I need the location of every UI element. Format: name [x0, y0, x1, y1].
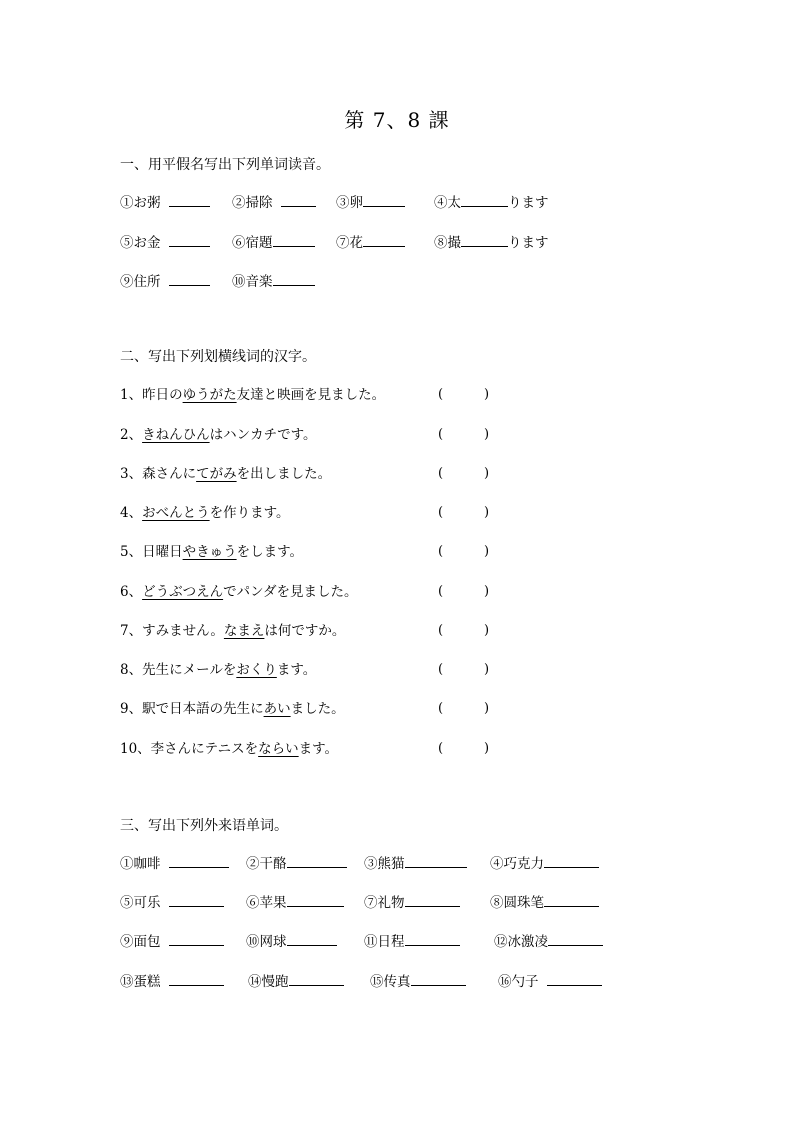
loanword-item: ②干酪	[246, 853, 347, 874]
loanword-item: ⑭慢跑	[248, 971, 344, 992]
answer-paren-open: (	[438, 701, 444, 716]
underlined-word: ならい	[258, 741, 299, 757]
underlined-word: きねんひん	[142, 427, 210, 443]
section1-row-2	[120, 232, 680, 254]
answer-blank[interactable]	[273, 271, 315, 286]
underlined-word: ゆうがた	[182, 387, 237, 403]
answer-blank[interactable]	[363, 232, 405, 247]
answer-paren-close: )	[484, 741, 490, 756]
question-row	[120, 621, 580, 643]
loanword-item: ⑧圆珠笔	[490, 892, 599, 913]
answer-blank[interactable]	[281, 192, 316, 207]
answer-paren-open: (	[438, 505, 444, 520]
loanword-item: ⑤可乐	[120, 892, 224, 913]
question-row	[120, 660, 580, 682]
reading-item: ②掃除	[232, 192, 316, 213]
answer-paren-close: )	[484, 662, 490, 677]
answer-blank[interactable]	[169, 232, 210, 247]
question-text: 8、先生にメールをおくります。	[120, 662, 317, 678]
loanword-item: ⑪日程	[364, 931, 460, 952]
loanword-item: ④巧克力	[490, 853, 599, 874]
answer-blank[interactable]	[363, 192, 405, 207]
answer-paren-close: )	[484, 466, 490, 481]
question-row	[120, 542, 580, 564]
answer-blank[interactable]	[544, 892, 599, 907]
answer-blank[interactable]	[287, 853, 347, 868]
question-text: 10、李さんにテニスをならいます。	[120, 741, 339, 757]
answer-blank[interactable]	[169, 892, 224, 907]
answer-paren-close: )	[484, 505, 490, 520]
answer-blank[interactable]	[411, 971, 466, 986]
answer-blank[interactable]	[461, 232, 508, 247]
loanword-item: ⑬蛋糕	[120, 971, 224, 992]
answer-blank[interactable]	[169, 971, 224, 986]
question-text: 7、すみません。なまえは何ですか。	[120, 623, 346, 639]
answer-paren-open: (	[438, 741, 444, 756]
answer-blank[interactable]	[405, 892, 460, 907]
question-row	[120, 582, 580, 604]
answer-paren-close: )	[484, 544, 490, 559]
reading-item: ③卵	[336, 192, 405, 213]
reading-item: ④太 ります	[434, 192, 549, 213]
section1-heading: 一、用平假名写出下列单词读音。	[120, 157, 330, 173]
answer-blank[interactable]	[169, 192, 210, 207]
underlined-word: どうぶつえん	[142, 584, 224, 600]
answer-blank[interactable]	[273, 232, 315, 247]
section3-row	[120, 931, 680, 953]
question-row	[120, 425, 580, 447]
section3-heading: 三、写出下列外来语单词。	[120, 818, 288, 834]
loanword-item: ⑨面包	[120, 931, 224, 952]
question-text: 1、昨日のゆうがた友達と映画を見ました。	[120, 387, 386, 403]
reading-item: ①お粥	[120, 192, 210, 213]
underlined-word: なまえ	[223, 623, 265, 639]
answer-paren-close: )	[484, 623, 490, 638]
loanword-item: ⑦礼物	[364, 892, 460, 913]
reading-item: ⑦花	[336, 232, 405, 253]
reading-item: ⑤お金	[120, 232, 210, 253]
question-text: 2、きねんひんはハンカチです。	[120, 427, 317, 443]
answer-paren-open: (	[438, 466, 444, 481]
underlined-word: やきゅう	[182, 544, 237, 560]
question-row	[120, 385, 580, 407]
answer-paren-open: (	[438, 544, 444, 559]
answer-blank[interactable]	[169, 271, 210, 286]
underlined-word: おくり	[236, 662, 277, 678]
loanword-item: ⑥苹果	[246, 892, 344, 913]
question-row	[120, 464, 580, 486]
answer-paren-close: )	[484, 387, 490, 402]
answer-paren-open: (	[438, 662, 444, 677]
reading-item: ⑥宿題	[232, 232, 315, 253]
answer-paren-open: (	[438, 387, 444, 402]
question-text: 4、おべんとうを作ります。	[120, 505, 290, 521]
loanword-item: ⑩网球	[246, 931, 337, 952]
reading-item: ⑨住所	[120, 271, 210, 292]
loanword-item: ⑮传真	[370, 971, 466, 992]
answer-blank[interactable]	[289, 971, 344, 986]
question-text: 3、森さんにてがみを出しました。	[120, 466, 332, 482]
answer-blank[interactable]	[548, 931, 603, 946]
question-row	[120, 503, 580, 525]
answer-blank[interactable]	[405, 853, 467, 868]
section1-row-1	[120, 192, 680, 214]
section3-row	[120, 971, 680, 993]
reading-item: ⑧撮 ります	[434, 232, 549, 253]
section3-row	[120, 892, 680, 914]
answer-paren-close: )	[484, 427, 490, 442]
answer-paren-open: (	[438, 584, 444, 599]
answer-paren-close: )	[484, 701, 490, 716]
loanword-item: ⑫冰激凌	[494, 931, 603, 952]
underlined-word: あい	[263, 701, 291, 717]
answer-blank[interactable]	[287, 892, 344, 907]
section3-row	[120, 853, 680, 875]
loanword-item: ⑯勺子	[498, 971, 602, 992]
loanword-item: ①咖啡	[120, 853, 229, 874]
answer-blank[interactable]	[287, 931, 337, 946]
answer-blank[interactable]	[544, 853, 599, 868]
reading-item: ⑩音楽	[232, 271, 315, 292]
question-row	[120, 739, 580, 761]
answer-blank[interactable]	[405, 931, 460, 946]
section2-heading: 二、写出下列划横线词的汉字。	[120, 349, 316, 365]
loanword-item: ③熊猫	[364, 853, 467, 874]
section1-row-3	[120, 271, 680, 293]
page-title: 第 7、8 課	[344, 108, 450, 132]
question-text: 5、日曜日やきゅうをします。	[120, 544, 304, 560]
answer-blank[interactable]	[547, 971, 602, 986]
question-row	[120, 699, 580, 721]
answer-paren-open: (	[438, 427, 444, 442]
question-text: 9、駅で日本語の先生にあいました。	[120, 701, 345, 717]
answer-blank[interactable]	[169, 931, 224, 946]
answer-blank[interactable]	[461, 192, 508, 207]
answer-blank[interactable]	[169, 853, 229, 868]
answer-paren-close: )	[484, 584, 490, 599]
question-text: 6、どうぶつえんでパンダを見ました。	[120, 584, 358, 600]
underlined-word: おべんとう	[142, 505, 210, 521]
answer-paren-open: (	[438, 623, 444, 638]
underlined-word: てがみ	[196, 466, 237, 482]
